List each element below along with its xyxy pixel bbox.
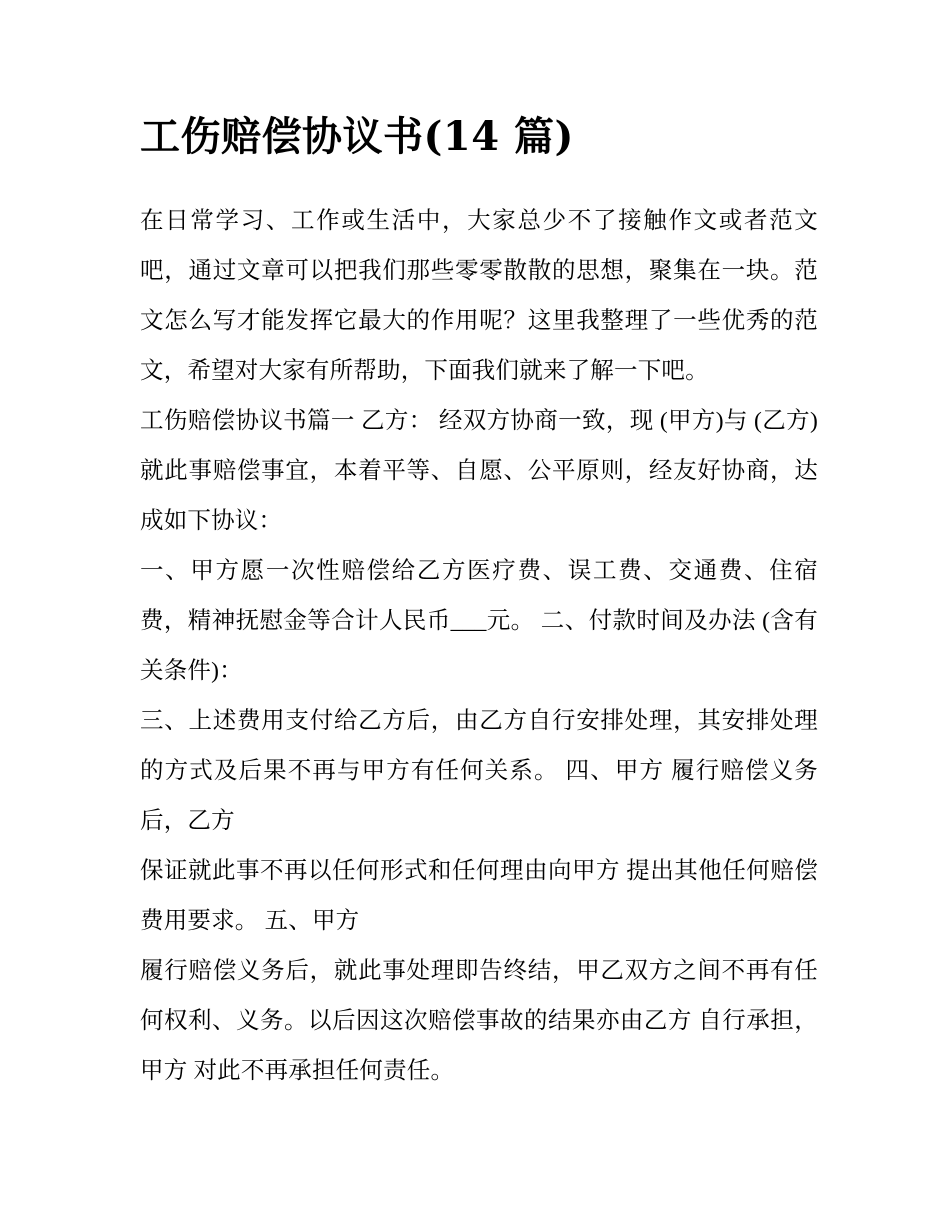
page-title: 工伤赔偿协议书(14 篇) bbox=[140, 113, 574, 160]
paragraph: 工伤赔偿协议书篇一 乙方： 经双方协商一致，现 (甲方)与 (乙方)就此事赔偿事宜，本着平等、自愿、公平原则，经友好协商，达成如下协议： bbox=[140, 408, 818, 534]
paragraph: 保证就此事不再以任何形式和任何理由向甲方 提出其他任何赔偿费用要求。 五、甲方 bbox=[140, 858, 818, 934]
paragraph: 在日常学习、工作或生活中，大家总少不了接触作文或者范文吧，通过文章可以把我们那些零零散散的思想，聚集在一块。范文怎么写才能发挥它最大的作用呢？这里我整理了一些优秀的范文，希望对大家有所帮助，下面我们就来了解一下吧。 bbox=[140, 208, 818, 384]
paragraph: 履行赔偿义务后，就此事处理即告终结，甲乙双方之间不再有任何权利、义务。以后因这次赔偿事故的结果亦由乙方 自行承担，甲方 对此不再承担任何责任。 bbox=[140, 958, 818, 1084]
paragraph: 一、甲方愿一次性赔偿给乙方医疗费、误工费、交通费、住宿费，精神抚慰金等合计人民币___元。 二、付款时间及办法 (含有关条件)： bbox=[140, 558, 818, 684]
paragraph: 三、上述费用支付给乙方后，由乙方自行安排处理，其安排处理的方式及后果不再与甲方有任何关系。 四、甲方 履行赔偿义务后，乙方 bbox=[140, 708, 818, 834]
document-body bbox=[140, 196, 818, 1096]
